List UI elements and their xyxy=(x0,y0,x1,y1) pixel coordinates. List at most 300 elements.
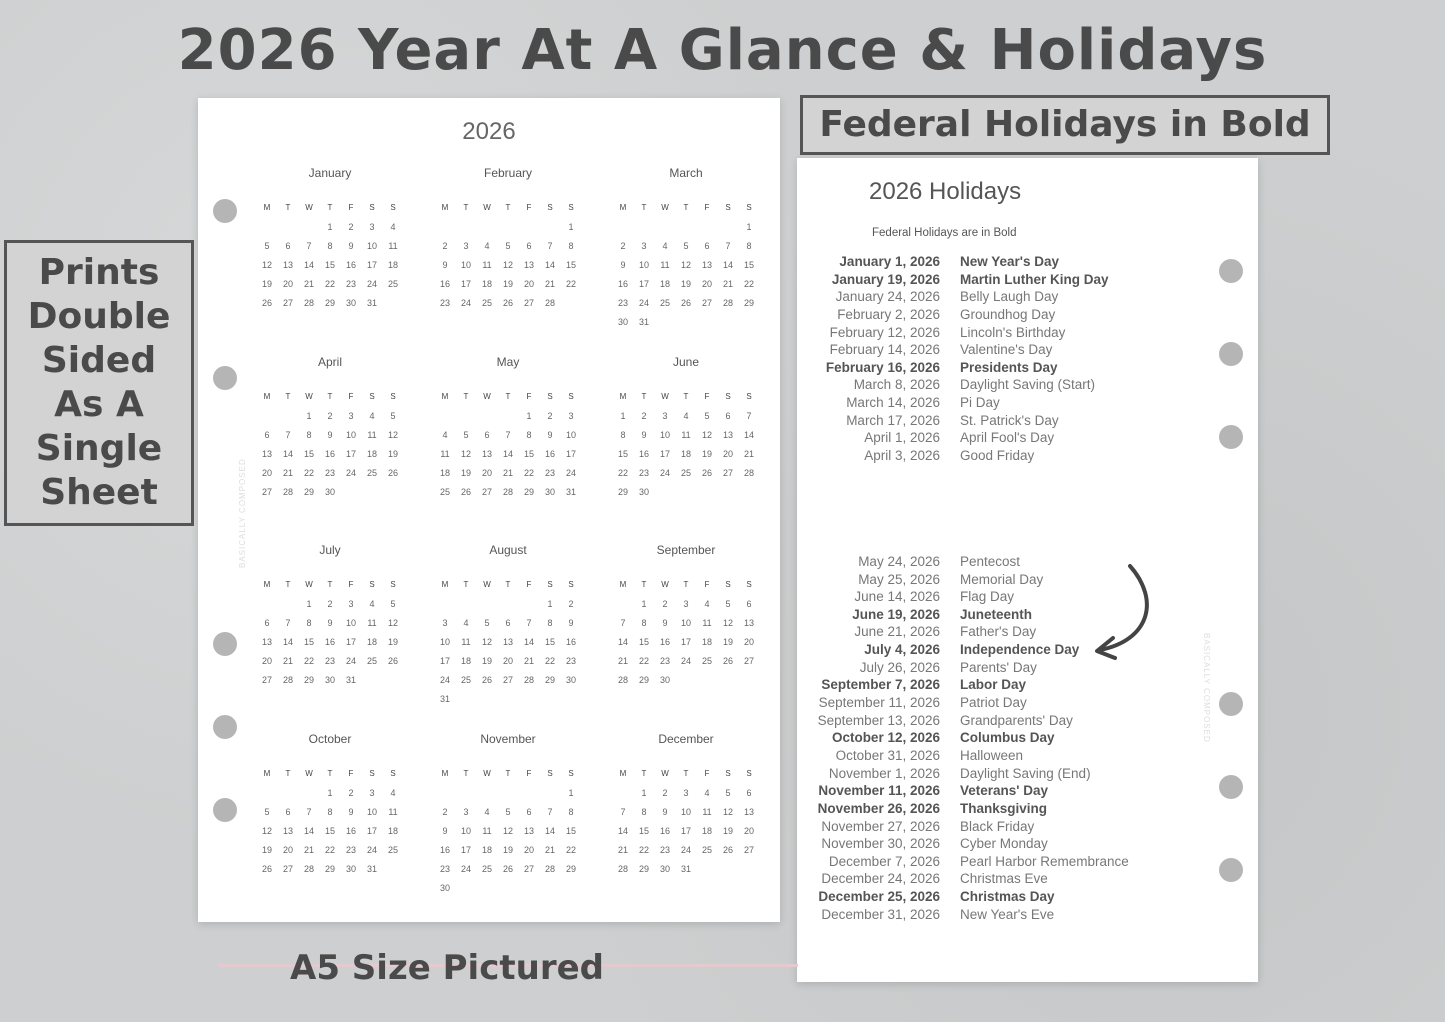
day-cell: 7 xyxy=(746,411,752,421)
weekday-label: T xyxy=(505,580,511,589)
empty-cell xyxy=(278,411,299,430)
day-cell: 9 xyxy=(442,260,448,270)
holiday-name: Veterans' Day xyxy=(960,783,1049,799)
holiday-date: October 12, 2026 xyxy=(831,730,940,746)
day-cell: 24 xyxy=(439,675,450,685)
day-cell: 28 xyxy=(722,298,733,308)
weekday-label: T xyxy=(505,769,511,778)
day-cell: 30 xyxy=(617,317,628,327)
empty-cell xyxy=(676,222,697,241)
double-sided-callout xyxy=(4,240,194,526)
day-cell: 14 xyxy=(523,637,534,647)
weekday-label: T xyxy=(285,580,291,589)
day-cell: 12 xyxy=(722,618,733,628)
empty-cell xyxy=(613,222,634,241)
holiday-date: May 24, 2026 xyxy=(858,553,940,569)
weekday-label: W xyxy=(305,769,313,778)
holiday-date: April 3, 2026 xyxy=(864,448,940,464)
day-cell: 9 xyxy=(442,826,448,836)
empty-cell xyxy=(435,788,456,807)
holiday-row xyxy=(797,360,1258,378)
day-cell: 20 xyxy=(282,845,293,855)
day-cell: 5 xyxy=(505,807,511,817)
empty-cell xyxy=(257,788,278,807)
day-cell: 19 xyxy=(460,468,471,478)
holiday-row xyxy=(797,554,1258,572)
day-cell: 7 xyxy=(306,241,312,251)
empty-cell xyxy=(257,599,278,618)
day-cell: 21 xyxy=(743,449,754,459)
day-cell: 22 xyxy=(324,279,335,289)
holiday-list xyxy=(797,254,1258,924)
day-cell: 17 xyxy=(366,260,377,270)
holiday-row xyxy=(797,871,1258,889)
day-cell: 6 xyxy=(746,599,752,609)
weekday-label: T xyxy=(327,392,333,401)
month-grid xyxy=(611,580,761,694)
day-cell: 2 xyxy=(348,222,354,232)
day-cell: 27 xyxy=(481,487,492,497)
month-name: April xyxy=(317,355,342,369)
callout-line: Prints Double Sided xyxy=(27,252,171,381)
weekday-label: W xyxy=(661,203,669,212)
day-cell: 18 xyxy=(366,449,377,459)
day-cell: 13 xyxy=(722,430,733,440)
day-cell: 20 xyxy=(701,279,712,289)
empty-cell xyxy=(613,599,634,618)
day-cell: 4 xyxy=(463,618,469,628)
day-cell: 7 xyxy=(620,618,626,628)
weekday-label: T xyxy=(285,769,291,778)
empty-cell xyxy=(278,599,299,618)
weekday-label: T xyxy=(327,769,333,778)
month-september xyxy=(611,543,761,694)
holiday-name: Christmas Eve xyxy=(960,871,1048,887)
weekday-label: S xyxy=(390,580,396,589)
day-cell: 21 xyxy=(544,279,555,289)
day-cell: 20 xyxy=(523,279,534,289)
holiday-name: Black Friday xyxy=(960,818,1035,834)
weekday-label: T xyxy=(683,769,689,778)
banner-title: 2026 Year At A Glance & Holidays xyxy=(177,18,1268,83)
day-cell: 17 xyxy=(638,279,649,289)
day-cell: 18 xyxy=(680,449,691,459)
weekday-label: S xyxy=(369,769,375,778)
holiday-date: March 14, 2026 xyxy=(846,395,940,411)
day-cell: 25 xyxy=(366,468,377,478)
day-cell: 2 xyxy=(442,241,448,251)
day-cell: 31 xyxy=(439,694,450,704)
day-cell: 29 xyxy=(565,864,576,874)
day-cell: 30 xyxy=(659,675,670,685)
month-name: January xyxy=(308,166,352,180)
weekday-label: T xyxy=(463,769,469,778)
day-cell: 14 xyxy=(282,637,293,647)
day-cell: 30 xyxy=(544,487,555,497)
holidays-page xyxy=(797,158,1258,982)
day-cell: 4 xyxy=(442,430,448,440)
day-cell: 18 xyxy=(701,637,712,647)
day-cell: 22 xyxy=(565,279,576,289)
weekday-label: W xyxy=(483,203,491,212)
holiday-row xyxy=(797,589,1258,607)
day-cell: 19 xyxy=(680,279,691,289)
weekday-label: F xyxy=(526,580,532,589)
weekday-label: S xyxy=(568,392,574,401)
day-cell: 1 xyxy=(306,599,312,609)
empty-cell xyxy=(519,222,540,241)
day-cell: 10 xyxy=(366,241,377,251)
holiday-name: Labor Day xyxy=(960,677,1027,693)
weekday-label: T xyxy=(641,580,647,589)
empty-cell xyxy=(498,222,519,241)
day-cell: 11 xyxy=(681,430,691,440)
day-cell: 1 xyxy=(641,788,647,798)
month-name: March xyxy=(669,166,703,180)
day-cell: 18 xyxy=(481,279,492,289)
day-cell: 27 xyxy=(743,845,754,855)
day-cell: 5 xyxy=(390,599,396,609)
day-cell: 1 xyxy=(327,788,333,798)
month-grid xyxy=(433,203,583,317)
holiday-row xyxy=(797,536,1258,554)
day-cell: 22 xyxy=(743,279,754,289)
holiday-row xyxy=(797,254,1258,272)
day-cell: 20 xyxy=(481,468,492,478)
weekday-label: M xyxy=(619,769,627,778)
weekday-label: M xyxy=(619,203,627,212)
month-grid xyxy=(255,392,405,506)
weekday-label: F xyxy=(348,203,354,212)
holiday-row xyxy=(797,907,1258,925)
holiday-name: Good Friday xyxy=(960,448,1035,464)
day-cell: 3 xyxy=(369,788,375,798)
day-cell: 27 xyxy=(261,487,272,497)
day-cell: 8 xyxy=(641,807,647,817)
day-cell: 20 xyxy=(261,656,272,666)
weekday-label: M xyxy=(441,769,449,778)
weekday-label: T xyxy=(327,580,333,589)
day-cell: 27 xyxy=(701,298,712,308)
empty-cell xyxy=(257,411,278,430)
day-cell: 12 xyxy=(387,430,398,440)
day-cell: 2 xyxy=(620,241,626,251)
month-grid xyxy=(433,769,583,902)
holiday-name: Lincoln's Birthday xyxy=(960,324,1066,340)
holiday-name: Parents' Day xyxy=(960,659,1037,675)
day-cell: 18 xyxy=(481,845,492,855)
weekday-label: S xyxy=(725,203,731,212)
day-cell: 17 xyxy=(366,826,377,836)
day-cell: 16 xyxy=(324,449,335,459)
empty-cell xyxy=(718,222,739,241)
holiday-date: September 11, 2026 xyxy=(818,695,940,711)
holiday-row xyxy=(797,342,1258,360)
day-cell: 3 xyxy=(641,241,647,251)
weekday-label: T xyxy=(505,203,511,212)
day-cell: 11 xyxy=(482,260,492,270)
month-name: February xyxy=(483,166,533,180)
weekday-label: F xyxy=(704,392,710,401)
day-cell: 28 xyxy=(523,675,534,685)
weekday-label: F xyxy=(704,203,710,212)
holiday-row xyxy=(797,713,1258,731)
day-cell: 1 xyxy=(641,599,647,609)
day-cell: 2 xyxy=(662,599,668,609)
month-january xyxy=(255,166,405,317)
holiday-name: Daylight Saving (Start) xyxy=(960,377,1096,393)
year-calendar-page xyxy=(198,98,780,922)
day-cell: 5 xyxy=(704,411,710,421)
day-cell: 14 xyxy=(617,826,628,836)
holiday-name: Valentine's Day xyxy=(960,342,1053,358)
day-cell: 22 xyxy=(638,656,649,666)
day-cell: 27 xyxy=(743,656,754,666)
day-cell: 21 xyxy=(502,468,513,478)
weekday-label: F xyxy=(704,769,710,778)
weekday-label: T xyxy=(463,580,469,589)
empty-cell xyxy=(498,599,519,618)
holiday-row xyxy=(797,783,1258,801)
day-cell: 27 xyxy=(282,864,293,874)
day-cell: 10 xyxy=(680,618,691,628)
day-cell: 28 xyxy=(502,487,513,497)
day-cell: 1 xyxy=(568,222,574,232)
day-cell: 7 xyxy=(526,618,532,628)
day-cell: 7 xyxy=(547,241,553,251)
day-cell: 26 xyxy=(387,656,398,666)
day-cell: 30 xyxy=(324,675,335,685)
day-cell: 29 xyxy=(324,864,335,874)
day-cell: 7 xyxy=(620,807,626,817)
holiday-date: November 26, 2026 xyxy=(817,800,940,816)
day-cell: 6 xyxy=(505,618,511,628)
day-cell: 10 xyxy=(565,430,576,440)
day-cell: 25 xyxy=(701,845,712,855)
day-cell: 29 xyxy=(638,675,649,685)
punch-hole xyxy=(213,715,237,739)
holiday-name: New Year's Eve xyxy=(960,906,1055,922)
day-cell: 10 xyxy=(680,807,691,817)
holiday-date xyxy=(797,536,940,554)
holiday-name: Belly Laugh Day xyxy=(960,289,1059,305)
day-cell: 3 xyxy=(662,411,668,421)
month-grid xyxy=(611,769,761,883)
day-cell: 25 xyxy=(387,845,398,855)
day-cell: 16 xyxy=(638,449,649,459)
day-cell: 26 xyxy=(387,468,398,478)
weekday-label: M xyxy=(441,580,449,589)
holiday-date: March 17, 2026 xyxy=(846,412,940,428)
day-cell: 4 xyxy=(704,599,710,609)
day-cell: 7 xyxy=(547,807,553,817)
weekday-label: W xyxy=(661,392,669,401)
day-cell: 14 xyxy=(303,826,314,836)
day-cell: 23 xyxy=(345,845,356,855)
weekday-label: W xyxy=(483,580,491,589)
day-cell: 14 xyxy=(303,260,314,270)
month-november xyxy=(433,732,583,902)
day-cell: 3 xyxy=(683,599,689,609)
day-cell: 30 xyxy=(324,487,335,497)
day-cell: 7 xyxy=(285,618,291,628)
month-july xyxy=(255,543,405,694)
day-cell: 19 xyxy=(481,656,492,666)
weekday-label: S xyxy=(547,203,553,212)
weekday-label: S xyxy=(369,580,375,589)
weekday-label: S xyxy=(547,392,553,401)
day-cell: 16 xyxy=(439,279,450,289)
holiday-row xyxy=(797,307,1258,325)
day-cell: 28 xyxy=(544,298,555,308)
holiday-row xyxy=(797,430,1258,448)
punch-hole xyxy=(1219,858,1243,882)
empty-cell xyxy=(477,222,498,241)
day-cell: 12 xyxy=(722,807,733,817)
weekday-label: S xyxy=(746,580,752,589)
holiday-date: January 24, 2026 xyxy=(835,289,940,305)
day-cell: 25 xyxy=(680,468,691,478)
weekday-label: S xyxy=(725,392,731,401)
day-cell: 17 xyxy=(565,449,576,459)
day-cell: 5 xyxy=(264,807,270,817)
day-cell: 25 xyxy=(387,279,398,289)
day-cell: 7 xyxy=(306,807,312,817)
day-cell: 2 xyxy=(547,411,553,421)
holiday-date: October 31, 2026 xyxy=(835,747,940,763)
curved-arrow-icon xyxy=(1085,560,1165,665)
weekday-label: T xyxy=(463,392,469,401)
weekday-label: F xyxy=(348,769,354,778)
day-cell: 21 xyxy=(544,845,555,855)
day-cell: 26 xyxy=(502,864,513,874)
month-grid xyxy=(255,580,405,694)
day-cell: 4 xyxy=(484,807,490,817)
day-cell: 5 xyxy=(463,430,469,440)
day-cell: 25 xyxy=(659,298,670,308)
day-cell: 31 xyxy=(680,864,691,874)
day-cell: 25 xyxy=(439,487,450,497)
day-cell: 24 xyxy=(345,656,356,666)
weekday-label: T xyxy=(641,769,647,778)
month-grid xyxy=(255,203,405,317)
holiday-date: December 24, 2026 xyxy=(821,871,940,887)
day-cell: 9 xyxy=(620,260,626,270)
weekday-label: T xyxy=(683,580,689,589)
month-october xyxy=(255,732,405,883)
day-cell: 1 xyxy=(526,411,532,421)
day-cell: 26 xyxy=(722,845,733,855)
day-cell: 26 xyxy=(680,298,691,308)
day-cell: 6 xyxy=(484,430,490,440)
day-cell: 31 xyxy=(565,487,576,497)
empty-cell xyxy=(540,222,561,241)
day-cell: 17 xyxy=(659,449,670,459)
empty-cell xyxy=(655,222,676,241)
month-may xyxy=(433,355,583,506)
holiday-date: March 8, 2026 xyxy=(853,377,940,393)
day-cell: 28 xyxy=(303,864,314,874)
empty-cell xyxy=(697,222,718,241)
day-cell: 25 xyxy=(460,675,471,685)
holiday-row xyxy=(797,766,1258,784)
day-cell: 24 xyxy=(659,468,670,478)
day-cell: 21 xyxy=(303,279,314,289)
weekday-label: M xyxy=(263,580,271,589)
day-cell: 18 xyxy=(387,260,398,270)
weekday-label: W xyxy=(305,203,313,212)
day-cell: 8 xyxy=(746,241,752,251)
day-cell: 16 xyxy=(345,826,356,836)
punch-hole xyxy=(1219,775,1243,799)
day-cell: 11 xyxy=(702,618,712,628)
holiday-name: Halloween xyxy=(960,747,1024,763)
holiday-row xyxy=(797,624,1258,642)
day-cell: 3 xyxy=(568,411,574,421)
holiday-name: Christmas Day xyxy=(960,889,1055,905)
weekday-label: S xyxy=(369,203,375,212)
weekday-label: F xyxy=(526,769,532,778)
empty-cell xyxy=(498,411,519,430)
day-cell: 8 xyxy=(327,241,333,251)
day-cell: 6 xyxy=(264,618,270,628)
day-cell: 1 xyxy=(306,411,312,421)
day-cell: 30 xyxy=(439,883,450,893)
day-cell: 15 xyxy=(565,260,576,270)
punch-hole xyxy=(1219,342,1243,366)
day-cell: 5 xyxy=(390,411,396,421)
day-cell: 1 xyxy=(327,222,333,232)
holiday-row xyxy=(797,377,1258,395)
weekday-label: M xyxy=(263,769,271,778)
day-cell: 29 xyxy=(523,487,534,497)
holiday-row xyxy=(797,466,1258,484)
day-cell: 2 xyxy=(327,599,333,609)
weekday-label: W xyxy=(661,769,669,778)
weekday-label: T xyxy=(285,392,291,401)
day-cell: 16 xyxy=(565,637,576,647)
day-cell: 28 xyxy=(743,468,754,478)
day-cell: 6 xyxy=(725,411,731,421)
weekday-label: S xyxy=(725,769,731,778)
day-cell: 9 xyxy=(662,618,668,628)
day-cell: 21 xyxy=(617,656,628,666)
day-cell: 13 xyxy=(523,826,534,836)
holiday-date: September 7, 2026 xyxy=(821,677,940,693)
day-cell: 29 xyxy=(544,675,555,685)
day-cell: 19 xyxy=(387,449,398,459)
empty-cell xyxy=(299,222,320,241)
holiday-date: December 7, 2026 xyxy=(828,853,940,869)
holiday-row xyxy=(797,642,1258,660)
empty-cell xyxy=(278,788,299,807)
day-cell: 2 xyxy=(568,599,574,609)
weekday-label: M xyxy=(263,203,271,212)
day-cell: 21 xyxy=(282,468,293,478)
day-cell: 16 xyxy=(544,449,555,459)
day-cell: 3 xyxy=(348,411,354,421)
weekday-label: T xyxy=(463,203,469,212)
weekday-label: S xyxy=(390,392,396,401)
day-cell: 15 xyxy=(303,637,314,647)
weekday-label: W xyxy=(305,392,313,401)
day-cell: 25 xyxy=(481,298,492,308)
side-watermark: BASICALLY COMPOSED xyxy=(238,458,247,568)
holiday-row xyxy=(797,854,1258,872)
day-cell: 26 xyxy=(460,487,471,497)
empty-cell xyxy=(435,411,456,430)
day-cell: 21 xyxy=(523,656,534,666)
